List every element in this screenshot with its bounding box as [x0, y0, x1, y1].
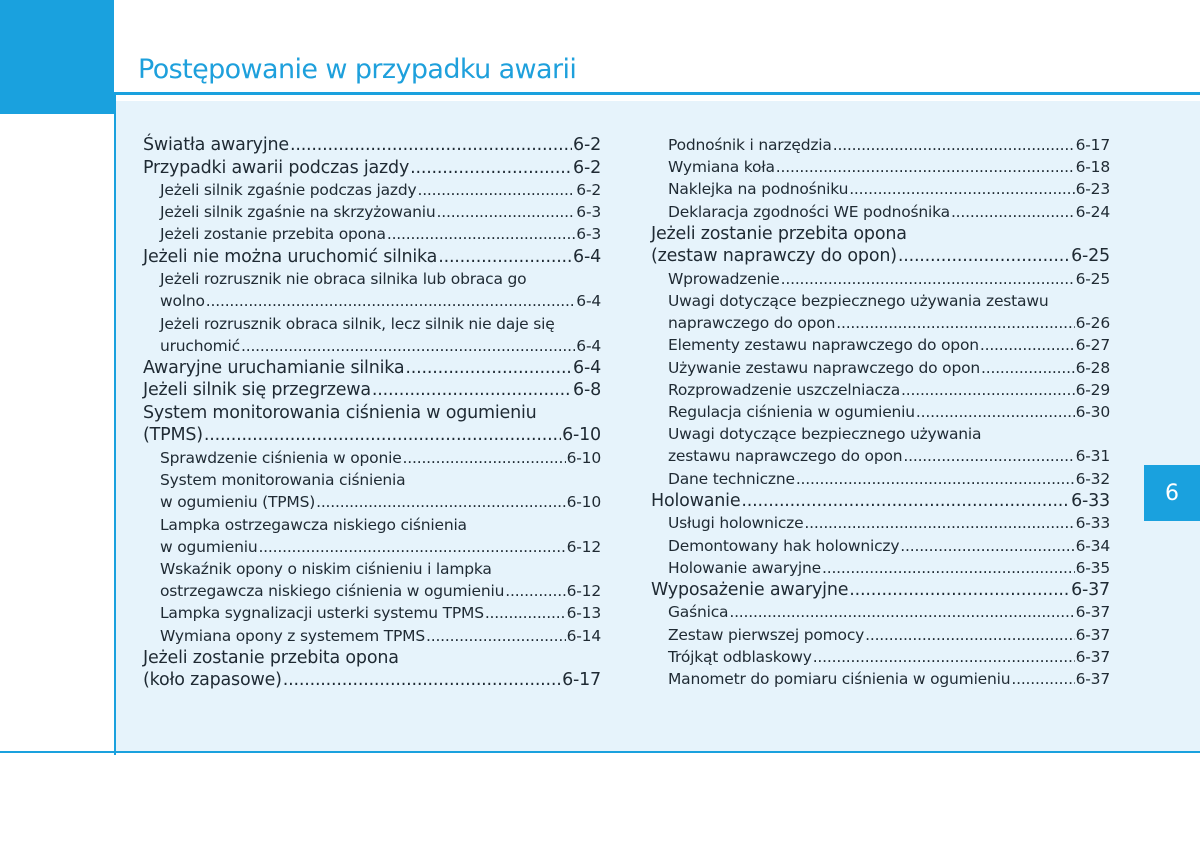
toc-page-number: 6-2 — [573, 157, 601, 178]
toc-column-right — [651, 134, 1110, 690]
toc-subsection-entry[interactable] — [651, 156, 1110, 178]
toc-page-number: 6-4 — [573, 246, 601, 267]
toc-page-number: 6-25 — [1071, 246, 1110, 267]
toc-page-number: 6-26 — [1075, 314, 1110, 333]
toc-page-number: 6-33 — [1071, 490, 1110, 511]
toc-entry-first-line[interactable]: Lampka ostrzegawcza niskiego ciśnienia — [160, 515, 467, 534]
toc-entry-label: Jeżeli silnik zgaśnie na skrzyżowaniu — [160, 203, 436, 222]
toc-subsection-entry[interactable] — [651, 357, 1110, 379]
toc-page-number: 6-37 — [1071, 579, 1110, 600]
toc-page-number: 6-12 — [566, 537, 601, 556]
toc-subsection-entry[interactable] — [143, 179, 601, 201]
toc-entry-label: Jeżeli silnik się przegrzewa — [143, 380, 371, 401]
dot-leader — [258, 536, 565, 558]
toc-subsection-entry[interactable] — [143, 491, 601, 513]
dot-leader — [981, 357, 1075, 379]
toc-subsection-entry[interactable] — [651, 557, 1110, 579]
toc-subsection-entry[interactable] — [143, 201, 601, 223]
toc-entry-label: Dane techniczne — [668, 469, 795, 488]
dot-leader — [849, 178, 1074, 200]
toc-entry-label: Wymiana opony z systemem TPMS — [160, 626, 425, 645]
toc-subsection-entry[interactable] — [143, 447, 601, 469]
toc-entry-first-line[interactable]: Jeżeli rozrusznik nie obraca silnika lub obraca go — [160, 270, 527, 289]
toc-section-entry[interactable] — [143, 379, 601, 402]
toc-entry-label: (zestaw naprawczy do opon) — [651, 246, 897, 267]
toc-subsection-entry[interactable] — [651, 646, 1110, 668]
toc-entry-label: uruchomić — [160, 336, 240, 355]
toc-entry-label: Sprawdzenie ciśnienia w oponie — [160, 448, 402, 467]
dot-leader — [833, 134, 1075, 156]
toc-subsection-entry[interactable] — [143, 625, 601, 647]
toc-page-number: 6-37 — [1075, 603, 1110, 622]
toc-subsection-entry[interactable] — [651, 668, 1110, 690]
toc-page-number: 6-37 — [1075, 647, 1110, 666]
toc-section-entry[interactable] — [143, 134, 601, 157]
toc-subsection-entry[interactable] — [651, 401, 1110, 423]
toc-entry-label: Holowanie awaryjne — [668, 558, 821, 577]
title-underline — [114, 92, 1200, 95]
toc-section-entry[interactable] — [651, 245, 1110, 268]
dot-leader — [485, 602, 566, 624]
dot-leader — [900, 535, 1074, 557]
toc-entry-label: Jeżeli silnik zgaśnie podczas jazdy — [160, 181, 417, 199]
dot-leader — [741, 490, 1070, 513]
dot-leader — [776, 156, 1075, 178]
toc-subsection-entry[interactable] — [651, 535, 1110, 557]
toc-entry-first-line[interactable]: Uwagi dotyczące bezpiecznego używania — [668, 425, 982, 444]
toc-page-number: 6-18 — [1075, 158, 1110, 177]
page-title: Postępowanie w przypadku awarii — [138, 54, 577, 85]
toc-section-entry[interactable] — [143, 357, 601, 380]
toc-page-number: 6-28 — [1075, 358, 1110, 377]
toc-subsection-entry[interactable] — [651, 334, 1110, 356]
toc-page-number: 6-4 — [576, 292, 601, 311]
toc-section-entry[interactable] — [143, 157, 601, 180]
toc-page-number: 6-4 — [573, 357, 601, 378]
toc-section-entry[interactable] — [143, 669, 601, 692]
dot-leader — [316, 491, 566, 513]
toc-entry-label: Jeżeli nie można uruchomić silnika — [143, 246, 438, 267]
toc-entry-label: (koło zapasowe) — [143, 670, 282, 691]
toc-entry-label: Holowanie — [651, 490, 741, 511]
dot-leader — [781, 268, 1075, 290]
toc-subsection-entry[interactable] — [651, 468, 1110, 490]
toc-subsection-entry[interactable] — [143, 290, 601, 312]
toc-section-entry[interactable] — [143, 246, 601, 269]
dot-leader — [729, 601, 1074, 623]
toc-entry-label: Światła awaryjne — [143, 135, 289, 155]
toc-page-number: 6-34 — [1075, 536, 1110, 555]
toc-page-number: 6-3 — [576, 203, 601, 222]
toc-entry-label: Trójkąt odblaskowy — [668, 647, 812, 666]
dot-leader — [206, 290, 576, 312]
toc-entry-label: Przypadki awarii podczas jazdy — [143, 157, 410, 178]
toc-section-entry[interactable] — [651, 490, 1110, 513]
dot-leader — [417, 179, 575, 201]
left-margin-line — [114, 95, 116, 755]
toc-entry-label: Wyposażenie awaryjne — [651, 579, 849, 600]
dot-leader — [387, 223, 575, 245]
dot-leader — [505, 580, 565, 602]
toc-entry-label: Wymiana koła — [668, 158, 775, 177]
toc-entry-label: ostrzegawcza niskiego ciśnienia w ogumieniu — [160, 582, 505, 601]
toc-entry-label: w ogumieniu — [160, 537, 258, 556]
toc-entry-first-line[interactable]: System monitorowania ciśnienia w ogumieniu — [143, 402, 537, 423]
toc-entry-label: (TPMS) — [143, 425, 203, 446]
toc-page-number: 6-12 — [566, 582, 601, 601]
toc-page-number: 6-23 — [1075, 180, 1110, 199]
toc-page-number: 6-8 — [573, 380, 601, 401]
toc-page-number: 6-33 — [1075, 514, 1110, 533]
corner-color-block — [0, 0, 114, 114]
toc-subsection-entry[interactable] — [651, 134, 1110, 156]
dot-leader — [804, 512, 1074, 534]
toc-subsection-entry[interactable] — [143, 580, 601, 602]
toc-page-number: 6-37 — [1075, 670, 1110, 689]
toc-entry-label: Naklejka na podnośniku — [668, 180, 849, 199]
toc-subsection-entry[interactable] — [143, 223, 601, 245]
toc-page-number: 6-2 — [576, 181, 601, 199]
dot-leader — [903, 445, 1074, 467]
toc-entry-first-line[interactable]: Jeżeli zostanie przebita opona — [143, 647, 399, 668]
dot-leader — [283, 669, 561, 692]
toc-page-number: 6-17 — [1075, 136, 1110, 154]
dot-leader — [1011, 668, 1074, 690]
dot-leader — [901, 379, 1075, 401]
toc-entry-label: Awaryjne uruchamianie silnika — [143, 357, 405, 378]
toc-entry-label: Manometr do pomiaru ciśnienia w ogumieniu — [668, 670, 1011, 689]
toc-entry-label: Rozprowadzenie uszczelniacza — [668, 380, 901, 399]
dot-leader — [813, 646, 1075, 668]
toc-page-number: 6-17 — [562, 670, 601, 691]
dot-leader — [437, 201, 576, 223]
bottom-rule — [0, 751, 1200, 753]
dot-leader — [822, 557, 1075, 579]
toc-entry-label: Elementy zestawu naprawczego do opon — [668, 336, 979, 355]
dot-leader — [865, 624, 1074, 646]
toc-page-number: 6-24 — [1075, 202, 1110, 221]
toc-entry-label: w ogumieniu (TPMS) — [160, 493, 316, 512]
toc-page-number: 6-4 — [576, 336, 601, 355]
toc-entry-label: naprawczego do opon — [668, 314, 836, 333]
toc-page-number: 6-29 — [1075, 380, 1110, 399]
dot-leader — [796, 468, 1075, 490]
dot-leader — [438, 246, 572, 269]
toc-section-entry[interactable] — [651, 579, 1110, 602]
toc-entry-first-line[interactable]: Jeżeli zostanie przebita opona — [651, 223, 907, 244]
toc-subsection-entry[interactable] — [143, 602, 601, 624]
toc-entry-label: Zestaw pierwszej pomocy — [668, 625, 865, 644]
toc-entry-label: Demontowany hak holowniczy — [668, 536, 900, 555]
toc-subsection-entry[interactable] — [651, 178, 1110, 200]
dot-leader — [980, 334, 1075, 356]
toc-entry-label: Podnośnik i narzędzia — [668, 136, 832, 154]
toc-subsection-entry[interactable] — [143, 536, 601, 558]
toc-page-number: 6-10 — [566, 493, 601, 512]
toc-subsection-entry[interactable] — [651, 201, 1110, 223]
toc-subsection-entry[interactable] — [651, 624, 1110, 646]
toc-entry-label: zestawu naprawczego do opon — [668, 447, 903, 466]
dot-leader — [405, 357, 572, 380]
toc-page-number: 6-35 — [1075, 558, 1110, 577]
toc-entry-label: Jeżeli zostanie przebita opona — [160, 225, 386, 244]
dot-leader — [204, 424, 561, 447]
dot-leader — [916, 401, 1075, 423]
toc-column-left — [143, 134, 601, 692]
toc-page-number: 6-32 — [1075, 469, 1110, 488]
dot-leader — [849, 579, 1070, 602]
toc-entry-label: Regulacja ciśnienia w ogumieniu — [668, 403, 915, 422]
dot-leader — [951, 201, 1075, 223]
toc-entry-first-line[interactable]: Jeżeli rozrusznik obraca silnik, lecz silnik nie daje się — [160, 314, 555, 333]
toc-page-number: 6-14 — [566, 626, 601, 645]
dot-leader — [410, 157, 572, 180]
dot-leader — [372, 379, 572, 402]
toc-entry-first-line[interactable]: System monitorowania ciśnienia — [160, 471, 406, 490]
toc-page-number: 6-25 — [1075, 269, 1110, 288]
toc-entry-label: Deklaracja zgodności WE podnośnika — [668, 202, 950, 221]
toc-entry-label: wolno — [160, 292, 205, 311]
toc-entry-label: Wprowadzenie — [668, 269, 780, 288]
toc-subsection-entry[interactable] — [651, 512, 1110, 534]
toc-entry-first-line[interactable]: Uwagi dotyczące bezpiecznego używania zestawu — [668, 292, 1049, 311]
dot-leader — [898, 245, 1070, 268]
toc-entry-label: Gaśnica — [668, 603, 729, 622]
toc-page-number: 6-10 — [566, 448, 601, 467]
dot-leader — [426, 625, 566, 647]
toc-subsection-entry[interactable] — [651, 379, 1110, 401]
chapter-tab[interactable]: 6 — [1144, 465, 1200, 521]
toc-entry-label: Używanie zestawu naprawczego do opon — [668, 358, 981, 377]
toc-page-number: 6-31 — [1075, 447, 1110, 466]
dot-leader — [403, 447, 566, 469]
toc-page-number: 6-13 — [566, 604, 601, 623]
toc-subsection-entry[interactable] — [651, 445, 1110, 467]
toc-entry-label: Usługi holownicze — [668, 514, 804, 533]
toc-page-number: 6-10 — [562, 425, 601, 446]
toc-entry-first-line[interactable]: Wskaźnik opony o niskim ciśnieniu i lampka — [160, 559, 492, 578]
toc-page-number: 6-3 — [576, 225, 601, 244]
toc-page-number: 6-30 — [1075, 403, 1110, 422]
toc-subsection-entry[interactable] — [651, 601, 1110, 623]
toc-subsection-entry[interactable] — [143, 335, 601, 357]
toc-page-number: 6-27 — [1075, 336, 1110, 355]
dot-leader — [290, 134, 572, 157]
toc-page-number: 6-2 — [573, 135, 601, 155]
toc-page-number: 6-37 — [1075, 625, 1110, 644]
toc-subsection-entry[interactable] — [651, 312, 1110, 334]
toc-entry-label: Lampka sygnalizacji usterki systemu TPMS — [160, 604, 484, 623]
toc-subsection-entry[interactable] — [651, 268, 1110, 290]
dot-leader — [836, 312, 1074, 334]
dot-leader — [241, 335, 575, 357]
toc-section-entry[interactable] — [143, 424, 601, 447]
